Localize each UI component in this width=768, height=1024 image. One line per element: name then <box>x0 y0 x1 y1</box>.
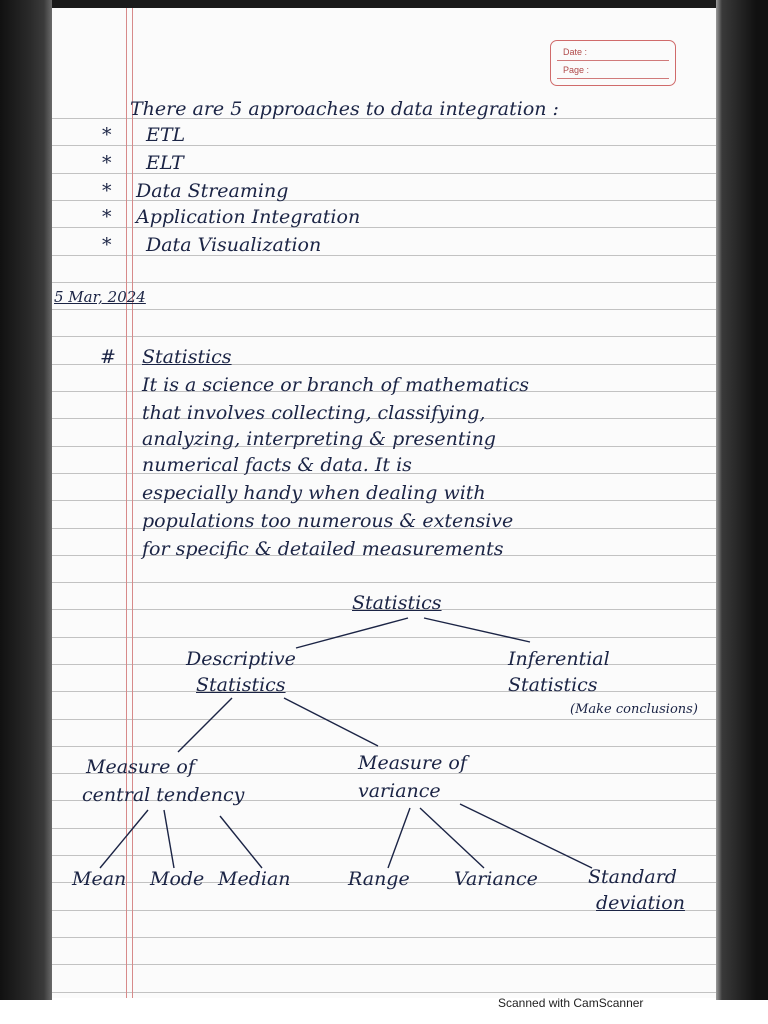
intro-text: There are 5 approaches to data integration : <box>130 98 559 120</box>
connector-line <box>284 698 378 746</box>
bullet: * <box>102 234 112 256</box>
connector-line <box>164 810 174 868</box>
approach-item: ETL <box>146 124 186 146</box>
definition-line: numerical facts & data. It is <box>142 454 412 476</box>
notebook-page <box>52 8 716 998</box>
page-label: Page : <box>563 65 590 75</box>
tree-node-descriptive: Descriptive <box>186 648 296 670</box>
bullet: * <box>102 206 112 228</box>
leaf-range: Range <box>348 868 410 890</box>
tree-node-inferential: Statistics <box>508 674 598 696</box>
tree-node-central-tendency: central tendency <box>82 784 245 806</box>
leaf-standard-deviation: Standard <box>588 866 677 888</box>
approach-item: ELT <box>146 152 184 174</box>
camscanner-watermark: Scanned with CamScanner <box>498 996 644 1010</box>
approach-item: Data Visualization <box>146 234 322 256</box>
connector-line <box>420 808 484 868</box>
connector-line <box>424 618 530 642</box>
tree-node-inferential: Inferential <box>508 648 610 670</box>
leaf-variance: Variance <box>454 868 538 890</box>
leaf-standard-deviation: deviation <box>596 892 685 914</box>
tree-node-central-tendency: Measure of <box>86 756 195 778</box>
scan-footer <box>0 996 768 1024</box>
definition-line: that involves collecting, classifying, <box>142 402 486 424</box>
tree-node-variance: variance <box>358 780 441 802</box>
connector-line <box>178 698 232 752</box>
inferential-note: (Make conclusions) <box>570 702 698 717</box>
bullet: * <box>102 152 112 174</box>
tree-connectors <box>52 8 716 998</box>
connector-line <box>100 810 148 868</box>
scan-left-edge <box>0 0 52 1000</box>
approach-item: Application Integration <box>136 206 361 228</box>
leaf-mean: Mean <box>72 868 127 890</box>
leaf-mode: Mode <box>150 868 205 890</box>
connector-line <box>296 618 408 648</box>
leaf-median: Median <box>218 868 291 890</box>
tree-node-variance: Measure of <box>358 752 467 774</box>
tree-root: Statistics <box>352 592 442 614</box>
bullet: * <box>102 124 112 146</box>
bullet: * <box>102 180 112 202</box>
definition-line: It is a science or branch of mathematics <box>142 374 529 396</box>
tree-node-descriptive: Statistics <box>196 674 286 696</box>
definition-line: populations too numerous & extensive <box>142 510 514 532</box>
connector-line <box>220 816 262 868</box>
section-title: Statistics <box>142 346 232 368</box>
date-note: 5 Mar, 2024 <box>54 288 146 306</box>
definition-line: for specific & detailed measurements <box>142 538 504 560</box>
heading-marker: # <box>100 346 116 368</box>
connector-line <box>388 808 410 868</box>
connector-line <box>460 804 592 868</box>
definition-line: analyzing, interpreting & presenting <box>142 428 496 450</box>
definition-line: especially handy when dealing with <box>142 482 486 504</box>
date-label: Date : <box>563 47 588 57</box>
approach-item: Data Streaming <box>136 180 289 202</box>
scan-right-edge <box>716 0 768 1000</box>
